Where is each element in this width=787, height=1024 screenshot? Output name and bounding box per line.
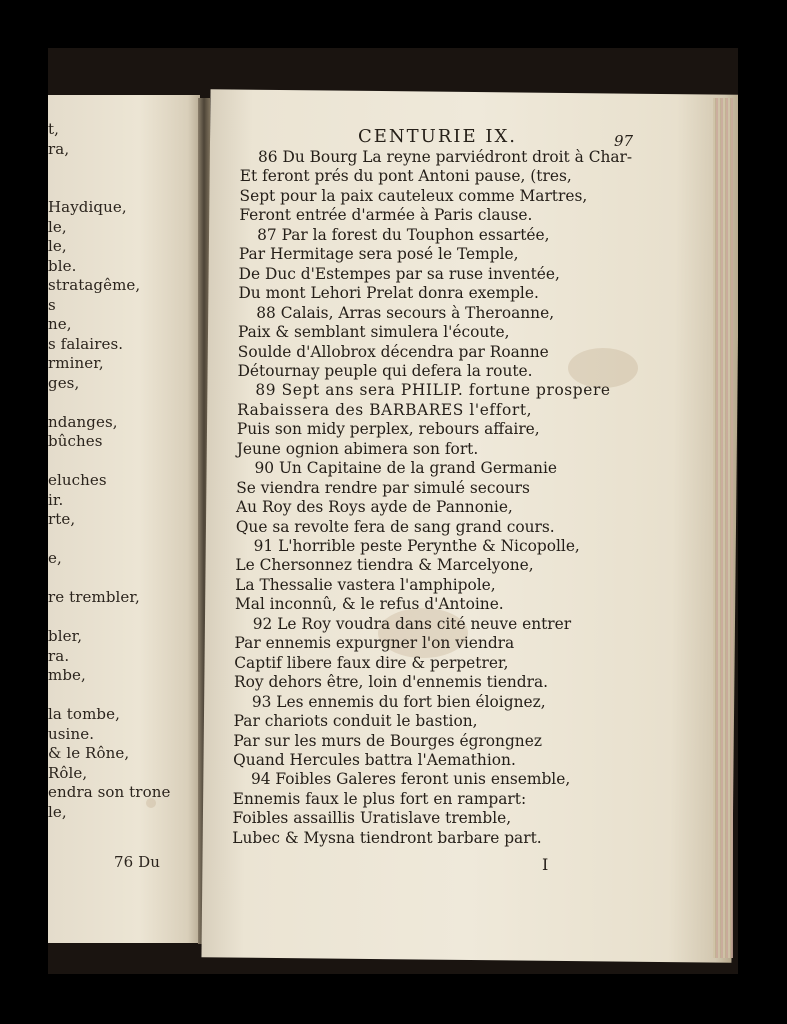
- foxing-spot: [146, 798, 156, 808]
- quatrain-line: Par ennemis expurgner l'on viendra: [234, 634, 515, 653]
- quatrain-first-line: 89 Sept ans sera PHILIP. fortune prospere: [255, 381, 611, 400]
- quatrain-line: Soulde d'Allobrox décendra par Roanne: [237, 342, 549, 361]
- quatrain-line: Détournay peuple qui defera la route.: [237, 361, 533, 380]
- left-text-line: rminer,: [48, 354, 104, 372]
- quatrain-line: Se viendra rendre par simulé secours: [236, 478, 530, 497]
- quatrain-line: De Duc d'Estempes par sa ruse inventée,: [238, 264, 560, 283]
- left-text-line: e,: [48, 549, 62, 567]
- quatrain-line: Mal inconnû, & le refus d'Antoine.: [234, 595, 504, 614]
- signature-mark: I: [542, 855, 549, 874]
- left-text-line: stratagême,: [48, 276, 141, 294]
- left-text-line: usine.: [48, 724, 95, 743]
- quatrain-first-line: 88 Calais, Arras secours à Theroanne,: [256, 303, 555, 322]
- left-text-line: ble.: [48, 256, 77, 275]
- quatrain-line: Du mont Lehori Prelat donra exemple.: [238, 284, 539, 303]
- left-text-line: Rôle,: [48, 763, 88, 782]
- page-edge: [713, 98, 733, 958]
- left-text-line: s: [48, 295, 56, 314]
- left-text-line: bler,: [48, 627, 83, 645]
- left-text-line: ndanges,: [48, 412, 118, 431]
- left-text-line: & le Rône,: [48, 744, 130, 762]
- left-text-line: re trembler,: [48, 588, 140, 606]
- left-text-line: le,: [48, 237, 67, 255]
- left-text-line: ra.: [48, 646, 70, 665]
- quatrain-line: Au Roy des Roys ayde de Pannonie,: [236, 498, 513, 517]
- left-text-line: ir.: [48, 490, 64, 509]
- quatrain-line: Ennemis faux le plus fort en rampart:: [232, 789, 527, 808]
- quatrain-line: Paix & semblant simulera l'écoute,: [238, 323, 510, 342]
- page-header: CENTURIE IX.: [358, 126, 518, 147]
- quatrain-first-line: 94 Foibles Galeres feront unis ensemble,: [250, 770, 571, 789]
- left-text-line: rte,: [48, 510, 76, 528]
- page-number: 97: [614, 132, 634, 150]
- quatrain-line: Captif libere faux dire & perpetrer,: [234, 653, 509, 672]
- quatrain-line: Foibles assaillis Uratislave tremble,: [232, 809, 512, 828]
- quatrain-line: Sept pour la paix cauteleux comme Martres,: [239, 186, 588, 205]
- left-text-line: ne,: [48, 315, 72, 333]
- left-text-line: mbe,: [48, 666, 86, 684]
- quatrain-line: Le Chersonnez tiendra & Marcelyone,: [235, 556, 534, 575]
- left-text-line: le,: [48, 802, 67, 821]
- quatrain-line: Puis son midy perplex, rebours affaire,: [236, 420, 540, 439]
- quatrain-line: La Thessalie vastera l'amphipole,: [235, 575, 496, 594]
- left-text-line: ges,: [48, 373, 80, 392]
- quatrain-line: Quand Hercules battra l'Aemathion.: [233, 750, 516, 769]
- quatrain-line: Et feront prés du pont Antoni pause, (tres,: [239, 167, 572, 186]
- quatrain-line: Roy dehors être, loin d'ennemis tiendra.: [234, 673, 549, 692]
- quatrain-line: Lubec & Mysna tiendront barbare part.: [232, 828, 542, 847]
- quatrain-line: Que sa revolte fera de sang grand cours.: [235, 517, 555, 536]
- quatrain-first-line: 91 L'horrible peste Perynthe & Nicopolle,: [253, 537, 580, 555]
- catchword: 76 Du: [114, 853, 161, 871]
- book-scan: [48, 48, 738, 974]
- left-text-line: Haydique,: [48, 198, 127, 216]
- left-text-line: la tombe,: [48, 705, 120, 723]
- quatrain-first-line: 92 Le Roy voudra dans cité neuve entrer: [252, 614, 572, 633]
- quatrain-line: Par sur les murs de Bourges égrongnez: [233, 731, 542, 750]
- quatrain-line: Par chariots conduit le bastion,: [233, 712, 478, 731]
- quatrain-first-line: 90 Un Capitaine de la grand Germanie: [254, 459, 557, 478]
- left-text-line: eluches: [48, 471, 107, 489]
- quatrain-first-line: 86 Du Bourg La reyne parviédront droit à Char-: [258, 148, 633, 166]
- quatrain-line: Jeune ognion abimera son fort.: [236, 439, 479, 458]
- left-text-line: bûches: [48, 432, 103, 450]
- quatrain-first-line: 93 Les ennemis du fort bien éloignez,: [251, 692, 546, 711]
- quatrain-line: Feront entrée d'armée à Paris clause.: [239, 206, 533, 225]
- left-text-line: endra son trone: [48, 783, 171, 801]
- left-text-line: ra,: [48, 139, 70, 158]
- quatrain-first-line: 87 Par la forest du Touphon essartée,: [257, 225, 550, 244]
- quatrain-line: Par Hermitage sera posé le Temple,: [238, 245, 519, 264]
- left-text-line: t,: [48, 120, 59, 138]
- quatrain-line: Rabaissera des BARBARES l'effort,: [237, 400, 533, 419]
- left-text-line: le,: [48, 217, 67, 236]
- left-text-line: s falaires.: [48, 334, 124, 353]
